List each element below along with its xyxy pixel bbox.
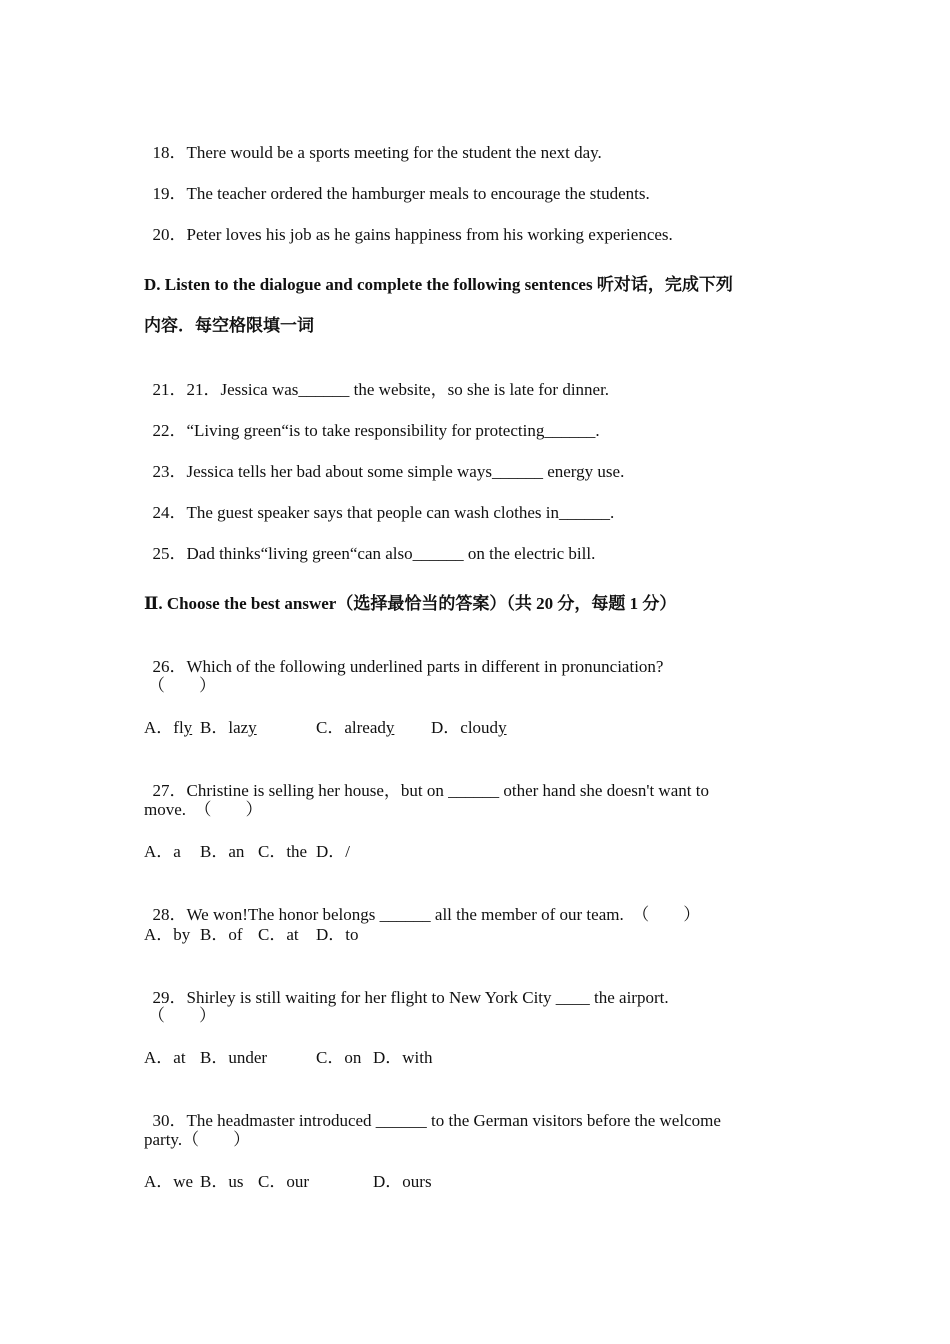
question-26 [144, 634, 663, 678]
question-text: The headmaster introduced ______ to the German visitors before the welcome [186, 1111, 721, 1130]
part-d-heading-line2: 内容．每空格限填一词 [144, 316, 314, 335]
question-29 [144, 965, 669, 1009]
question-22 [144, 398, 600, 442]
question-24 [144, 480, 614, 524]
question-text: Peter loves his job as he gains happiness from his working experiences. [186, 225, 673, 244]
option-d: D．with [373, 1048, 433, 1067]
question-text: Jessica tells her bad about some simple ways______ energy use. [186, 462, 625, 481]
question-number: 26． [152, 657, 187, 676]
question-text: There would be a sports meeting for the student the next day. [186, 143, 602, 162]
question-text: 21．Jessica was______ the website，so she is late for dinner. [186, 380, 610, 399]
question-28 [144, 882, 700, 926]
option-d: D．cloudy [431, 718, 507, 737]
question-20 [144, 202, 673, 246]
question-number: 23． [152, 462, 187, 481]
question-text: We won!The honor belongs ______ all the member of our team. （ ） [186, 905, 701, 924]
question-text: The guest speaker says that people can wash clothes in______. [186, 503, 615, 522]
option-c: C．the [258, 842, 308, 861]
option-b: B．of [200, 925, 243, 944]
answer-paren: （ ） [148, 676, 216, 695]
question-30 [144, 1088, 721, 1132]
question-number: 24． [152, 503, 187, 522]
question-number: 25． [152, 544, 187, 563]
question-text: Christine is selling her house，but on ______ other hand she doesn't want to [186, 781, 709, 800]
question-25 [144, 521, 595, 565]
option-c: C．on [316, 1048, 362, 1067]
option-c: C．already [316, 718, 395, 737]
question-number: 21． [152, 380, 187, 399]
question-text: Which of the following underlined parts in different in pronunciation? [186, 657, 664, 676]
question-number: 30． [152, 1111, 187, 1130]
question-number: 18． [152, 143, 187, 162]
answer-paren: （ ） [148, 1006, 216, 1025]
question-text: Dad thinks“living green“can also______ on the electric bill. [186, 544, 596, 563]
question-number: 29． [152, 988, 187, 1007]
option-c: C．our [258, 1172, 309, 1191]
question-number: 27． [152, 781, 187, 800]
question-30-cont: party.（ ） [144, 1130, 251, 1149]
section-2-heading: Ⅱ. Choose the best answer（选择最恰当的答案）（共 20 分，每题 1 分） [144, 594, 677, 613]
question-21 [144, 357, 609, 401]
option-a: A．we [144, 1172, 194, 1191]
part-d-heading-line1: D. Listen to the dialogue and complete the following sentences 听对话，完成下列 [144, 275, 733, 294]
question-text: The teacher ordered the hamburger meals to encourage the students. [186, 184, 650, 203]
option-c: C．at [258, 925, 299, 944]
option-b: B．an [200, 842, 245, 861]
question-18 [144, 120, 602, 164]
question-number: 28． [152, 905, 187, 924]
option-a: A．fly [144, 718, 193, 737]
question-27-cont: move. （ ） [144, 800, 263, 819]
option-d: D．/ [316, 842, 350, 861]
option-b: B．us [200, 1172, 244, 1191]
question-text: “Living green“is to take responsibility for protecting______. [186, 421, 600, 440]
question-23 [144, 439, 624, 483]
question-number: 20． [152, 225, 187, 244]
question-27 [144, 758, 709, 802]
question-number: 22． [152, 421, 187, 440]
option-d: D．to [316, 925, 359, 944]
option-a: A．at [144, 1048, 186, 1067]
question-text: Shirley is still waiting for her flight to New York City ____ the airport. [186, 988, 669, 1007]
option-a: A．by [144, 925, 191, 944]
option-b: B．lazy [200, 718, 257, 737]
option-a: A．a [144, 842, 181, 861]
option-b: B．under [200, 1048, 268, 1067]
option-d: D．ours [373, 1172, 432, 1191]
question-19 [144, 161, 650, 205]
question-number: 19． [152, 184, 187, 203]
